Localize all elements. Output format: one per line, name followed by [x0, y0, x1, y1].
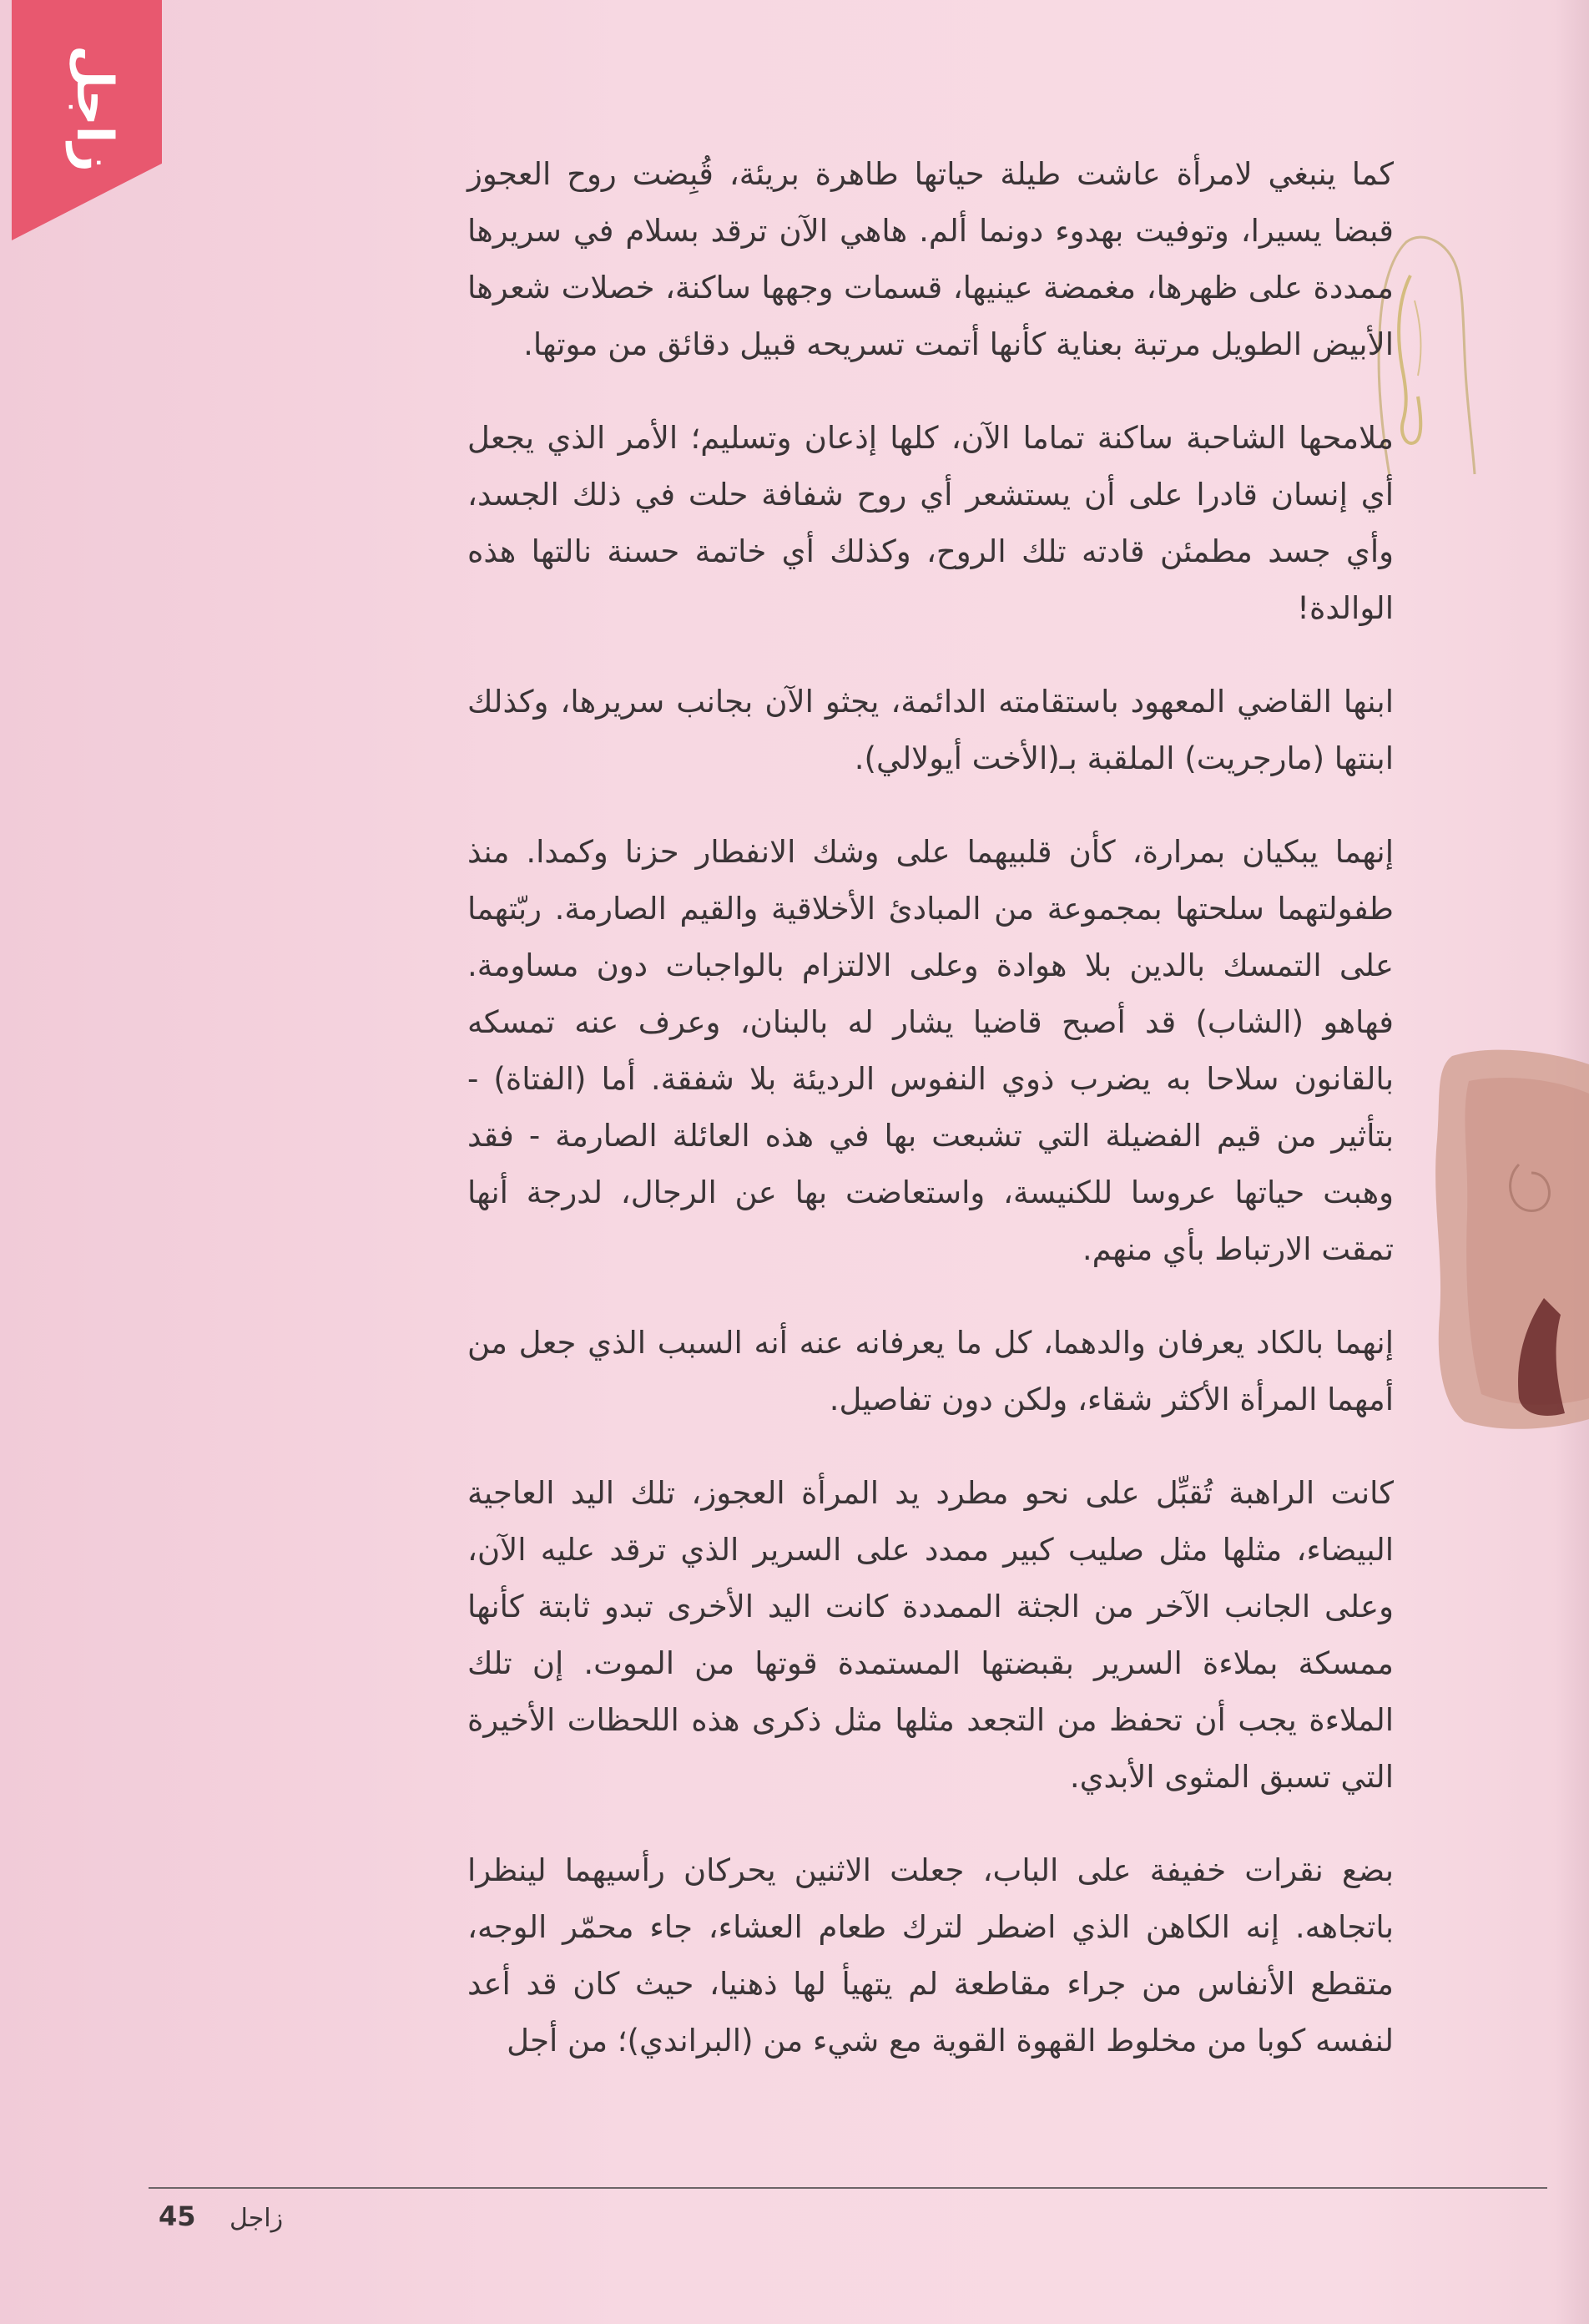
stain-decoration — [1419, 1048, 1589, 1432]
article-paragraph-2: ملامحها الشاحبة ساكنة تماما الآن، كلها إذعان وتسليم؛ الأمر الذي يجعل أي إنسان قادرا على أن يستشعر أي روح شفافة حلت في ذلك الجسد، وأي جسد مطمئن قادته تلك الروح، وكذلك أي خاتمة حسنة نالتها هذه الوالدة! — [467, 420, 1394, 626]
article-body — [467, 146, 1394, 2106]
article-paragraph-4: إنهما يبكيان بمرارة، كأن قلبيهما على وشك الانفطار حزنا وكمدا. منذ طفولتهما سلحتها بمجموعة من المبادئ الأخلاقية والقيم الصارمة. ربّتهما على التمسك بالدين بلا هوادة وعلى الالتزام بالواجبات دون مساومة. فهاهو (الشاب) قد أصبح قاضيا يشار له بالبنان، وعرف عنه تمسكه بالقانون سلاحا به يضرب ذوي النفوس الرديئة بلا شفقة. أما (الفتاة) - بتأثير من قيم الفضيلة التي تشبعت بها في هذه العائلة الصارمة - فقد وهبت حياتها عروسا للكنيسة، واستعاضت بها عن الرجال، لدرجة أنها تمقت الارتباط بأي منهم. — [467, 834, 1394, 1267]
footer-magazine-name: زاجل — [230, 2204, 284, 2233]
footer-divider — [149, 2187, 1547, 2189]
article-paragraph-1: كما ينبغي لامرأة عاشت طيلة حياتها طاهرة بريئة، قُبِضت روح العجوز قبضا يسيرا، وتوفيت بهدوء دونما ألم. هاهي الآن ترقد بسلام في سريرها ممددة على ظهرها، مغمضة عينيها، قسمات وجهها ساكنة، خصلات شعرها الأبيض الطويل مرتبة بعناية كأنها أتمت تسريحه قبيل دقائق من موتها. — [467, 156, 1394, 362]
section-tab-label: زاجل — [65, 45, 124, 172]
article-paragraph-3: ابنها القاضي المعهود باستقامته الدائمة، يجثو الآن بجانب سريرها، وكذلك ابنتها (مارجريت) الملقبة بـ(الأخت أيولالي). — [467, 684, 1394, 776]
article-paragraph-5: إنهما بالكاد يعرفان والدهما، كل ما يعرفانه عنه أنه السبب الذي جعل من أمهما المرأة الأكثر شقاء، ولكن دون تفاصيل. — [467, 1325, 1394, 1417]
article-paragraph-6: كانت الراهبة تُقبِّل على نحو مطرد يد المرأة العجوز، تلك اليد العاجية البيضاء، مثلها مثل صليب كبير ممدد على السرير الذي ترقد عليه الآن، وعلى الجانب الآخر من الجثة الممددة كانت اليد الأخرى تبدو ثابتة كأنها ممسكة بملاءة السرير بقبضتها المستمدة قوتها من الموت. إن تلك الملاءة يجب أن تحفظ من التجعد مثلها مثل ذكرى هذه اللحظات الأخيرة التي تسبق المثوى الأبدي. — [467, 1475, 1394, 1795]
article-paragraph-7: بضع نقرات خفيفة على الباب، جعلت الاثنين يحركان رأسيهما لينظرا باتجاهه. إنه الكاهن الذي اضطر لترك طعام العشاء، جاء محمّر الوجه، متقطع الأنفاس من جراء مقاطعة لم يتهيأ لها ذهنيا، حيث كان قد أعد لنفسه كوبا من مخلوط القهوة القوية مع شيء من (البراندي)؛ من أجل — [467, 1852, 1394, 2059]
page-number: 45 — [159, 2200, 196, 2232]
